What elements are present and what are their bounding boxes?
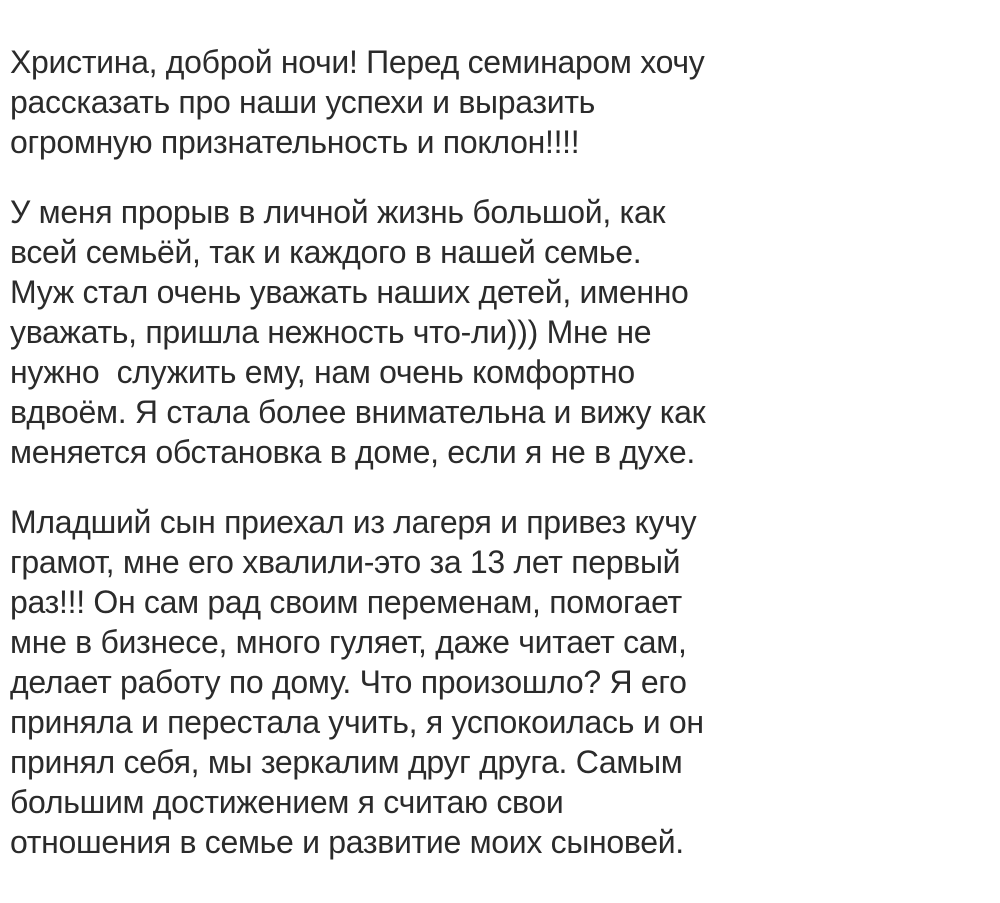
text-line: Муж стал очень уважать наших детей, именно (10, 274, 689, 310)
text-line: мне в бизнесе, много гуляет, даже читает сам, (10, 624, 687, 660)
text-line: уважать, пришла нежность что-ли))) Мне не (10, 314, 652, 350)
paragraph-greeting (10, 42, 990, 162)
text-line: грамот, мне его хвалили-это за 13 лет первый (10, 544, 681, 580)
text-line: нужно служить ему, нам очень комфортно (10, 354, 635, 390)
paragraph-son (10, 502, 990, 862)
text-line: раз!!! Он сам рад своим переменам, помогает (10, 584, 682, 620)
text-line: У меня прорыв в личной жизнь большой, как (10, 194, 666, 230)
text-line: огромную признательность и поклон!!!! (10, 124, 580, 160)
text-line: отношения в семье и развитие моих сыновей. (10, 824, 684, 860)
text-line: Младший сын приехал из лагеря и привез кучу (10, 504, 697, 540)
text-line: принял себя, мы зеркалим друг друга. Самым (10, 744, 683, 780)
text-line: меняется обстановка в доме, если я не в духе. (10, 434, 695, 470)
text-line: большим достижением я считаю свои (10, 784, 564, 820)
text-line: рассказать про наши успехи и выразить (10, 84, 596, 120)
text-line: всей семьёй, так и каждого в нашей семье. (10, 234, 642, 270)
message-text (10, 42, 990, 892)
text-line: делает работу по дому. Что произошло? Я его (10, 664, 687, 700)
text-line: Христина, доброй ночи! Перед семинаром хочу (10, 44, 705, 80)
text-line: вдвоём. Я стала более внимательна и вижу как (10, 394, 706, 430)
text-line: приняла и перестала учить, я успокоилась и он (10, 704, 704, 740)
paragraph-personal-life (10, 192, 990, 472)
